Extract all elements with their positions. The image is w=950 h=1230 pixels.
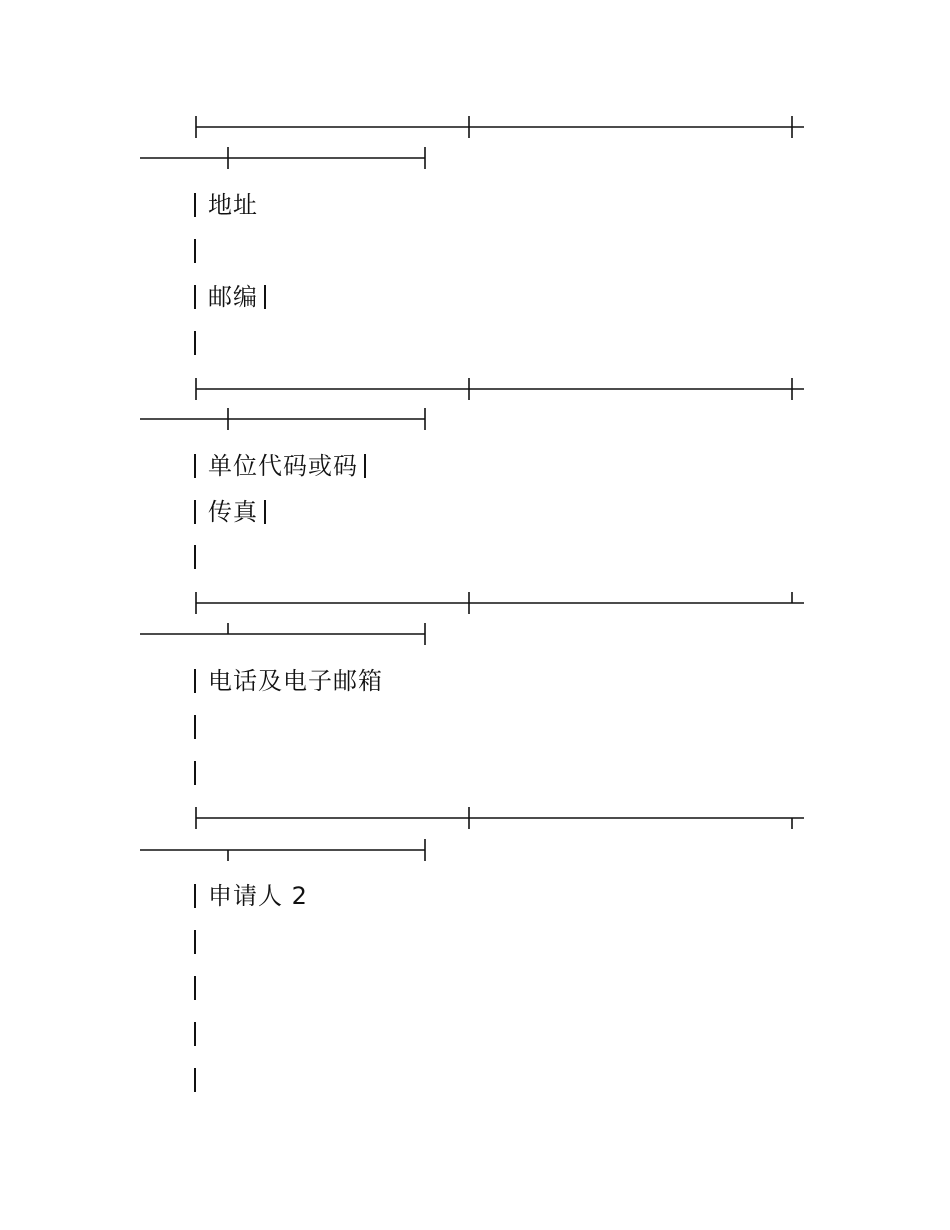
cell-border	[194, 715, 196, 739]
row-applicant2	[194, 882, 308, 910]
cell-border	[264, 285, 266, 309]
row-address	[194, 191, 258, 219]
row-empty	[194, 759, 196, 787]
cell-border	[194, 669, 196, 693]
row-empty	[194, 329, 196, 357]
row-empty	[194, 713, 196, 741]
row-empty	[194, 1066, 196, 1094]
cell-border	[194, 976, 196, 1000]
row-unit-code	[194, 452, 366, 480]
phone-email-label: 电话及电子邮箱	[208, 667, 383, 695]
fax-label: 传真	[208, 498, 258, 526]
cell-border	[194, 239, 196, 263]
cell-border	[364, 454, 366, 478]
cell-border	[194, 193, 196, 217]
cell-border	[194, 285, 196, 309]
row-empty	[194, 543, 196, 571]
row-postcode	[194, 283, 266, 311]
cell-border	[194, 930, 196, 954]
cell-border	[194, 454, 196, 478]
cell-border	[194, 1022, 196, 1046]
cell-border	[264, 500, 266, 524]
row-empty	[194, 1020, 196, 1048]
cell-border	[194, 500, 196, 524]
cell-border	[194, 331, 196, 355]
cell-border	[194, 761, 196, 785]
address-label: 地址	[208, 191, 258, 219]
cell-border	[194, 1068, 196, 1092]
cell-border	[194, 884, 196, 908]
row-fax	[194, 498, 266, 526]
cell-border	[194, 545, 196, 569]
row-empty	[194, 974, 196, 1002]
row-empty	[194, 237, 196, 265]
row-phone-email	[194, 667, 383, 695]
postcode-label: 邮编	[208, 283, 258, 311]
row-empty	[194, 928, 196, 956]
applicant2-label: 申请人 2	[208, 882, 308, 910]
unit-code-label: 单位代码或码	[208, 452, 358, 480]
